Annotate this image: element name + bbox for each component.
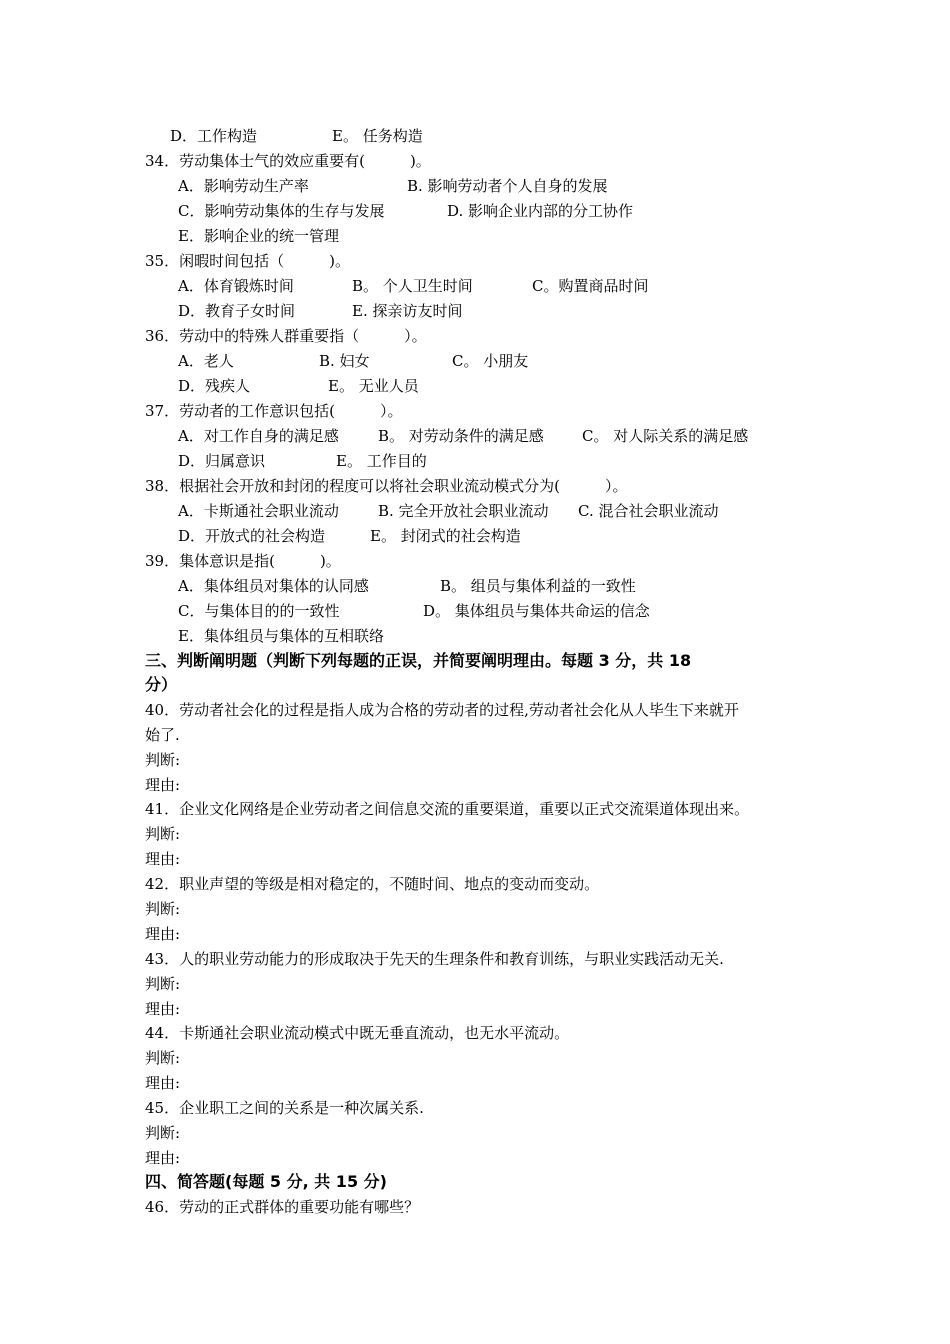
q44-reason-label: 理由: xyxy=(145,1074,181,1092)
q45-stem: 45．企业职工之间的关系是一种次属关系. xyxy=(145,1099,424,1117)
q36-option-d: D．残疾人 xyxy=(178,377,251,395)
q38-stem: 38．根据社会开放和封闭的程度可以将社会职业流动模式分为( ）。 xyxy=(145,477,628,495)
q44-judgement-label: 判断: xyxy=(145,1049,181,1067)
q34-option-a: A．影响劳动生产率 xyxy=(178,177,309,195)
q36-stem: 36．劳动中的特殊人群重要指（ ）。 xyxy=(145,327,427,345)
q35-option-c: C。购置商品时间 xyxy=(532,277,649,295)
q37-option-d: D．归属意识 xyxy=(178,452,266,470)
q40-reason-label: 理由: xyxy=(145,776,181,794)
q35-option-e: E. 探亲访友时间 xyxy=(352,302,463,320)
q45-judgement-label: 判断: xyxy=(145,1124,181,1142)
q41-reason-label: 理由: xyxy=(145,850,181,868)
q44-stem: 44．卡斯通社会职业流动模式中既无垂直流动，也无水平流动。 xyxy=(145,1024,570,1042)
q34-option-e: E．影响企业的统一管理 xyxy=(178,227,339,245)
q39-option-d: D。 集体组员与集体共命运的信念 xyxy=(423,602,650,620)
q33-option-d: D．工作构造 xyxy=(170,127,258,145)
q42-reason-label: 理由: xyxy=(145,925,181,943)
q41-stem: 41．企业文化网络是企业劳动者之间信息交流的重要渠道，重要以正式交流渠道体现出来。 xyxy=(145,800,750,818)
q43-judgement-label: 判断: xyxy=(145,975,181,993)
section-3-heading-cont: 分） xyxy=(145,675,178,694)
q33-option-e: E。 任务构造 xyxy=(332,127,423,145)
section-4-heading: 四、简答题(每题 5 分, 共 15 分) xyxy=(145,1172,387,1191)
q43-reason-label: 理由: xyxy=(145,1000,181,1018)
q39-option-b: B。 组员与集体利益的一致性 xyxy=(440,577,636,595)
q43-stem: 43．人的职业劳动能力的形成取决于先天的生理条件和教育训练，与职业实践活动无关. xyxy=(145,950,724,968)
q38-option-c: C. 混合社会职业流动 xyxy=(578,502,719,520)
section-3-heading: 三、判断阐明题（判断下列每题的正误，并简要阐明理由。每题 3 分，共 18 xyxy=(145,651,692,670)
q42-stem: 42．职业声望的等级是相对稳定的，不随时间、地点的变动而变动。 xyxy=(145,875,600,893)
q45-reason-label: 理由: xyxy=(145,1149,181,1167)
q39-option-c: C．与集体目的的一致性 xyxy=(178,602,340,620)
q40-stem: 40．劳动者社会化的过程是指人成为合格的劳动者的过程,劳动者社会化从人毕生下来就开 xyxy=(145,701,739,719)
q39-option-e: E．集体组员与集体的互相联络 xyxy=(178,627,384,645)
q38-option-a: A．卡斯通社会职业流动 xyxy=(178,502,339,520)
q37-option-b: B。 对劳动条件的满足感 xyxy=(378,427,544,445)
q34-option-d: D. 影响企业内部的分工协作 xyxy=(447,202,634,220)
q38-option-b: B. 完全开放社会职业流动 xyxy=(378,502,549,520)
q36-option-a: A．老人 xyxy=(178,352,234,370)
q37-option-e: E。 工作目的 xyxy=(336,452,427,470)
q39-stem: 39．集体意识是指( )。 xyxy=(145,552,341,570)
q39-option-a: A．集体组员对集体的认同感 xyxy=(178,577,369,595)
q36-option-e: E。 无业人员 xyxy=(328,377,419,395)
q35-stem: 35．闲暇时间包括（ )。 xyxy=(145,252,350,270)
q35-option-b: B。 个人卫生时间 xyxy=(352,277,473,295)
q41-judgement-label: 判断: xyxy=(145,825,181,843)
q40-judgement-label: 判断: xyxy=(145,751,181,769)
q37-option-c: C。 对人际关系的满足感 xyxy=(582,427,749,445)
q35-option-d: D．教育子女时间 xyxy=(178,302,296,320)
q36-option-c: C。 小朋友 xyxy=(452,352,529,370)
q36-option-b: B. 妇女 xyxy=(319,352,370,370)
q38-option-e: E。 封闭式的社会构造 xyxy=(370,527,521,545)
q46-stem: 46．劳动的正式群体的重要功能有哪些？ xyxy=(145,1198,420,1216)
q42-judgement-label: 判断: xyxy=(145,900,181,918)
q34-option-b: B. 影响劳动者个人自身的发展 xyxy=(407,177,608,195)
q40-stem-cont: 始了. xyxy=(145,726,180,744)
q38-option-d: D．开放式的社会构造 xyxy=(178,527,326,545)
q34-stem: 34．劳动集体士气的效应重要有( )。 xyxy=(145,152,431,170)
q34-option-c: C．影响劳动集体的生存与发展 xyxy=(178,202,385,220)
q37-option-a: A．对工作自身的满足感 xyxy=(178,427,339,445)
q35-option-a: A．体育锻炼时间 xyxy=(178,277,294,295)
q37-stem: 37．劳动者的工作意识包括( ）。 xyxy=(145,402,403,420)
